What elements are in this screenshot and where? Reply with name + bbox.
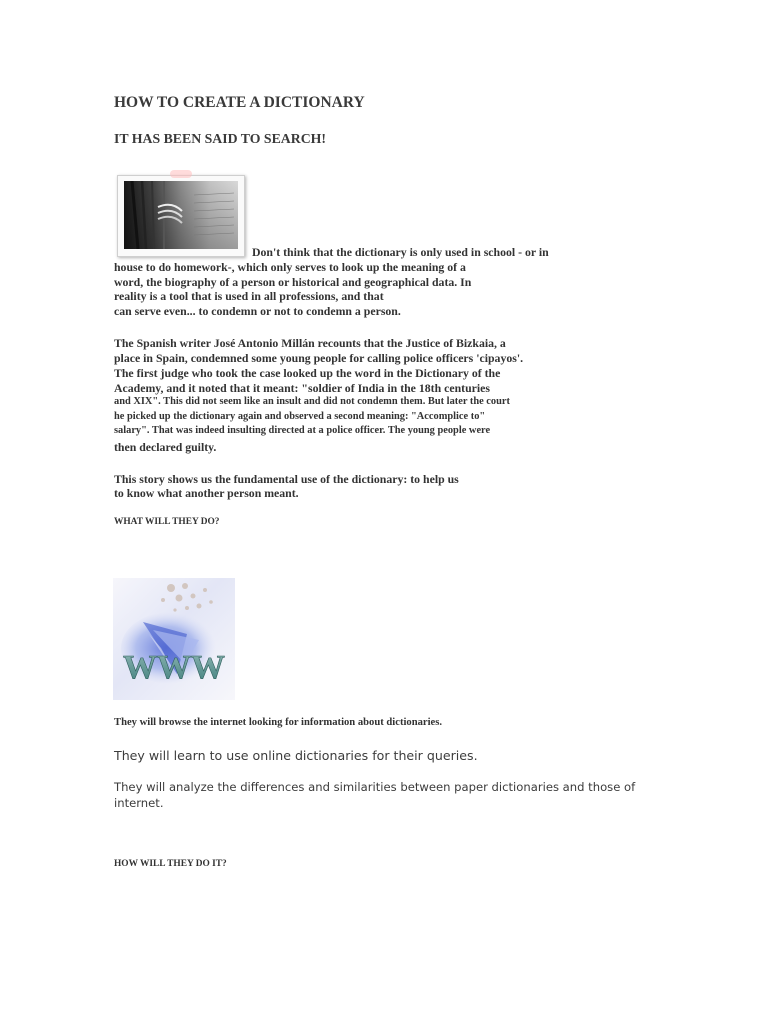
paragraph2-line: Academy, and it noted that it meant: "soldier of India in the 18th centuries [114, 381, 490, 395]
heading-what-will-they-do: WHAT WILL THEY DO? [114, 517, 220, 527]
paragraph2-line: salary". That was indeed insulting directed at a police officer. The young people were [114, 425, 491, 436]
activity-3: They will analyze the differences and similarities between paper dictionaries and those of internet. [114, 780, 636, 810]
paragraph2-line: The first judge who took the case looked up the word in the Dictionary of the [114, 366, 501, 380]
paragraph2-line: then declared guilty. [114, 440, 217, 454]
www-letters: WWW [123, 649, 225, 686]
heading-how-will-they-do-it: HOW WILL THEY DO IT? [114, 859, 227, 869]
www-clipart-image [113, 578, 235, 700]
paragraph1-line: reality is a tool that is used in all professions, and that [114, 289, 384, 303]
paragraph1-line: can serve even... to condemn or not to condemn a person. [114, 304, 401, 318]
page-title: HOW TO CREATE A DICTIONARY [114, 94, 365, 111]
paragraph1-first-line: Don't think that the dictionary is only used in school - or in [252, 245, 549, 259]
activity-1: They will browse the internet looking for information about dictionaries. [114, 717, 443, 728]
paragraph3-line: This story shows us the fundamental use of the dictionary: to help us [114, 472, 459, 486]
activity-2: They will learn to use online dictionaries for their queries. [114, 748, 478, 763]
paragraph3-line: to know what another person meant. [114, 486, 299, 500]
paragraph1-line: word, the biography of a person or historical and geographical data. In [114, 275, 472, 289]
paragraph2-line: and XIX". This did not seem like an insult and did not condemn them. But later the court [114, 396, 510, 407]
page-subtitle: IT HAS BEEN SAID TO SEARCH! [114, 131, 327, 146]
paragraph2-line: he picked up the dictionary again and observed a second meaning: "Accomplice to" [114, 411, 486, 422]
paragraph1-line: house to do homework-, which only serves to look up the meaning of a [114, 260, 466, 274]
paragraph2-line: The Spanish writer José Antonio Millán recounts that the Justice of Bizkaia, a [114, 336, 506, 350]
paragraph2-line: place in Spain, condemned some young people for calling police officers 'cipayos'. [114, 351, 524, 365]
dictionary-photo [117, 175, 245, 257]
